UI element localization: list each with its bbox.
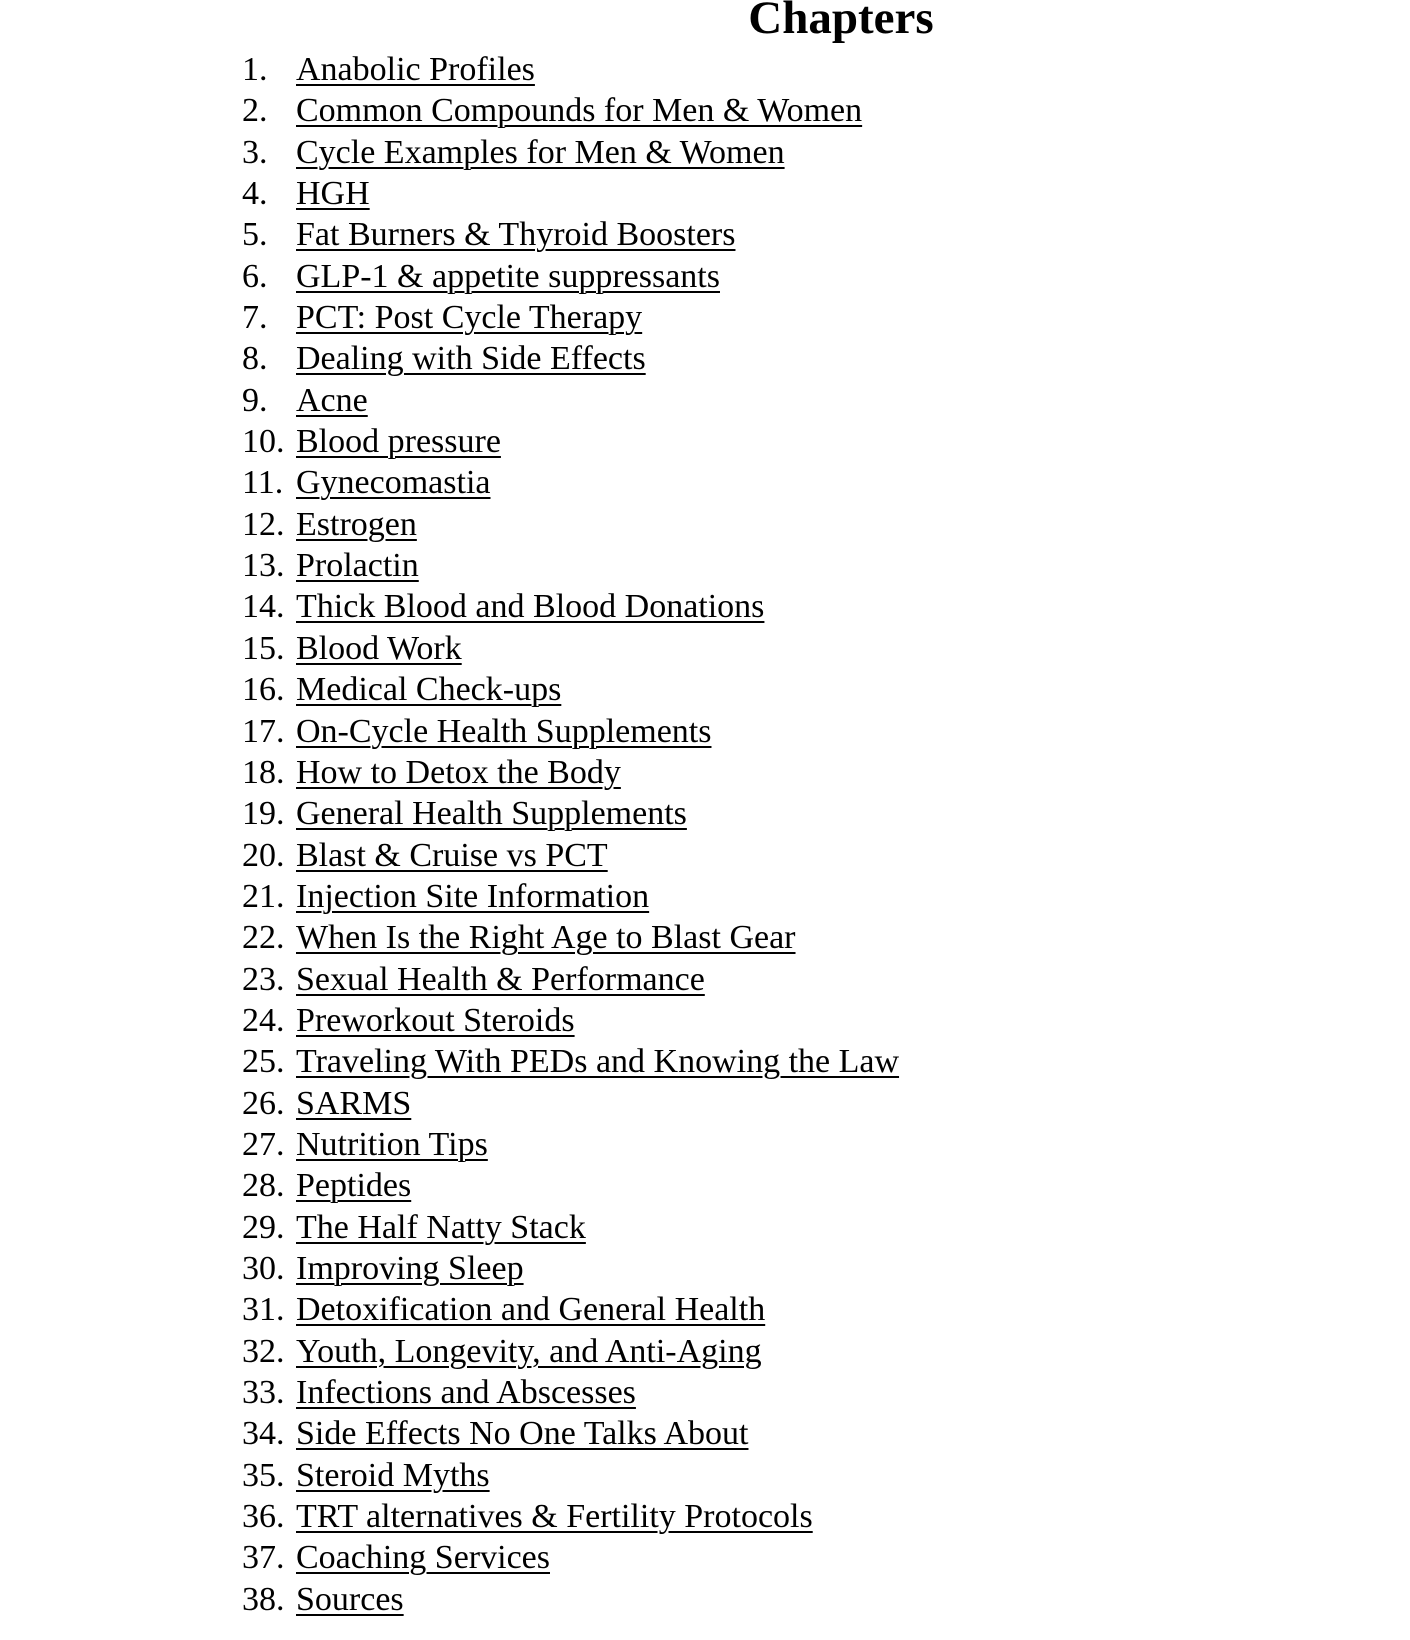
chapter-number: 18. (242, 753, 285, 791)
chapter-number: 17. (242, 712, 285, 750)
chapter-link[interactable]: Gynecomastia (296, 464, 491, 502)
chapter-link[interactable]: Dealing with Side Effects (296, 340, 646, 378)
chapter-link[interactable]: Medical Check-ups (296, 671, 562, 709)
chapter-link[interactable]: Detoxification and General Health (296, 1291, 766, 1329)
chapter-link[interactable]: Improving Sleep (296, 1249, 524, 1287)
chapter-number: 14. (242, 588, 285, 626)
chapter-item (242, 214, 899, 255)
chapter-item (242, 49, 899, 90)
chapter-item (242, 711, 899, 752)
chapter-item (242, 1331, 899, 1372)
chapter-item (242, 462, 899, 503)
chapter-number: 26. (242, 1084, 285, 1122)
chapter-number: 8. (242, 340, 268, 378)
chapter-link[interactable]: The Half Natty Stack (296, 1208, 586, 1246)
chapter-link[interactable]: General Health Supplements (296, 795, 687, 833)
chapter-link[interactable]: How to Detox the Body (296, 753, 621, 791)
chapter-link[interactable]: Preworkout Steroids (296, 1001, 575, 1039)
chapter-number: 28. (242, 1167, 285, 1205)
chapter-item (242, 380, 899, 421)
chapter-item (242, 835, 899, 876)
chapter-item (242, 1041, 899, 1082)
chapter-number: 34. (242, 1415, 285, 1453)
chapter-item (242, 1579, 899, 1620)
chapter-number: 20. (242, 836, 285, 874)
chapter-number: 29. (242, 1208, 285, 1246)
chapter-item (242, 256, 899, 297)
chapter-number: 23. (242, 960, 285, 998)
chapter-link[interactable]: Fat Burners & Thyroid Boosters (296, 216, 736, 254)
chapter-item (242, 1083, 899, 1124)
chapter-item (242, 793, 899, 834)
chapter-link[interactable]: Youth, Longevity, and Anti-Aging (296, 1332, 762, 1370)
chapter-item (242, 132, 899, 173)
chapter-link[interactable]: Injection Site Information (296, 877, 650, 915)
chapter-item (242, 752, 899, 793)
chapter-item (242, 917, 899, 958)
chapter-number: 4. (242, 175, 268, 213)
chapter-item (242, 173, 899, 214)
chapter-item (242, 669, 899, 710)
chapter-link[interactable]: Blood pressure (296, 423, 501, 461)
chapter-item (242, 628, 899, 669)
chapter-item (242, 1000, 899, 1041)
chapter-link[interactable]: PCT: Post Cycle Therapy (296, 299, 643, 337)
chapter-item (242, 586, 899, 627)
chapter-item (242, 1124, 899, 1165)
chapter-number: 15. (242, 629, 285, 667)
chapter-number: 9. (242, 381, 268, 419)
chapter-link[interactable]: On-Cycle Health Supplements (296, 712, 712, 750)
chapter-link[interactable]: Cycle Examples for Men & Women (296, 133, 785, 171)
chapter-number: 12. (242, 505, 285, 543)
chapter-item (242, 297, 899, 338)
chapter-link[interactable]: When Is the Right Age to Blast Gear (296, 919, 796, 957)
chapter-link[interactable]: HGH (296, 175, 370, 213)
chapter-item (242, 959, 899, 1000)
chapter-item (242, 545, 899, 586)
chapter-link[interactable]: SARMS (296, 1084, 412, 1122)
chapter-link[interactable]: Traveling With PEDs and Knowing the Law (296, 1043, 900, 1081)
chapter-link[interactable]: Coaching Services (296, 1539, 550, 1577)
chapter-number: 22. (242, 919, 285, 957)
chapter-link[interactable]: TRT alternatives & Fertility Protocols (296, 1498, 813, 1536)
chapter-item (242, 1207, 899, 1248)
chapter-link[interactable]: Prolactin (296, 547, 419, 585)
chapter-number: 19. (242, 795, 285, 833)
chapter-number: 30. (242, 1249, 285, 1287)
chapter-number: 32. (242, 1332, 285, 1370)
chapter-link[interactable]: Steroid Myths (296, 1456, 490, 1494)
chapter-item (242, 1496, 899, 1537)
chapter-link[interactable]: Sources (296, 1580, 404, 1618)
chapter-number: 24. (242, 1001, 285, 1039)
chapter-link[interactable]: Sexual Health & Performance (296, 960, 705, 998)
chapter-number: 33. (242, 1374, 285, 1411)
chapter-number: 10. (242, 423, 285, 461)
chapter-link[interactable]: Estrogen (296, 505, 417, 543)
chapter-number: 25. (242, 1043, 285, 1081)
chapter-item (242, 1537, 899, 1578)
chapter-number: 27. (242, 1125, 285, 1163)
chapter-number: 16. (242, 671, 285, 709)
chapter-item (242, 1413, 899, 1454)
chapter-list (242, 49, 899, 1620)
chapter-link[interactable]: Anabolic Profiles (296, 51, 535, 88)
chapter-number: 11. (242, 464, 284, 502)
chapter-number: 31. (242, 1291, 285, 1329)
chapter-item (242, 1165, 899, 1206)
chapter-item (242, 1455, 899, 1496)
chapter-link[interactable]: Nutrition Tips (296, 1125, 488, 1163)
chapter-item (242, 876, 899, 917)
chapter-number: 38. (242, 1580, 285, 1618)
chapter-number: 6. (242, 257, 268, 295)
chapter-number: 2. (242, 92, 268, 130)
chapter-link[interactable]: Side Effects No One Talks About (296, 1415, 749, 1453)
chapter-item (242, 338, 899, 379)
chapter-link[interactable]: Peptides (296, 1167, 412, 1205)
chapter-number: 13. (242, 547, 285, 585)
chapter-number: 35. (242, 1456, 285, 1494)
chapter-item (242, 1372, 899, 1413)
chapter-link[interactable]: Blast & Cruise vs PCT (296, 836, 608, 874)
chapter-link[interactable]: Blood Work (296, 629, 462, 667)
chapter-item (242, 421, 899, 462)
chapter-link[interactable]: GLP-1 & appetite suppressants (296, 257, 720, 295)
chapter-link[interactable]: Infections and Abscesses (296, 1374, 636, 1411)
chapter-number: 36. (242, 1498, 285, 1536)
chapter-item (242, 90, 899, 131)
chapter-number: 37. (242, 1539, 285, 1577)
chapter-link[interactable]: Common Compounds for Men & Women (296, 92, 863, 130)
chapter-item (242, 1289, 899, 1330)
chapter-number: 3. (242, 133, 268, 171)
page-title: Chapters (748, 0, 934, 44)
chapter-link[interactable]: Thick Blood and Blood Donations (296, 588, 765, 626)
chapter-item (242, 504, 899, 545)
chapter-item (242, 1248, 899, 1289)
chapter-number: 21. (242, 877, 285, 915)
chapter-number: 1. (242, 51, 268, 88)
chapter-link[interactable]: Acne (296, 381, 368, 419)
chapter-number: 5. (242, 216, 268, 254)
chapter-number: 7. (242, 299, 268, 337)
